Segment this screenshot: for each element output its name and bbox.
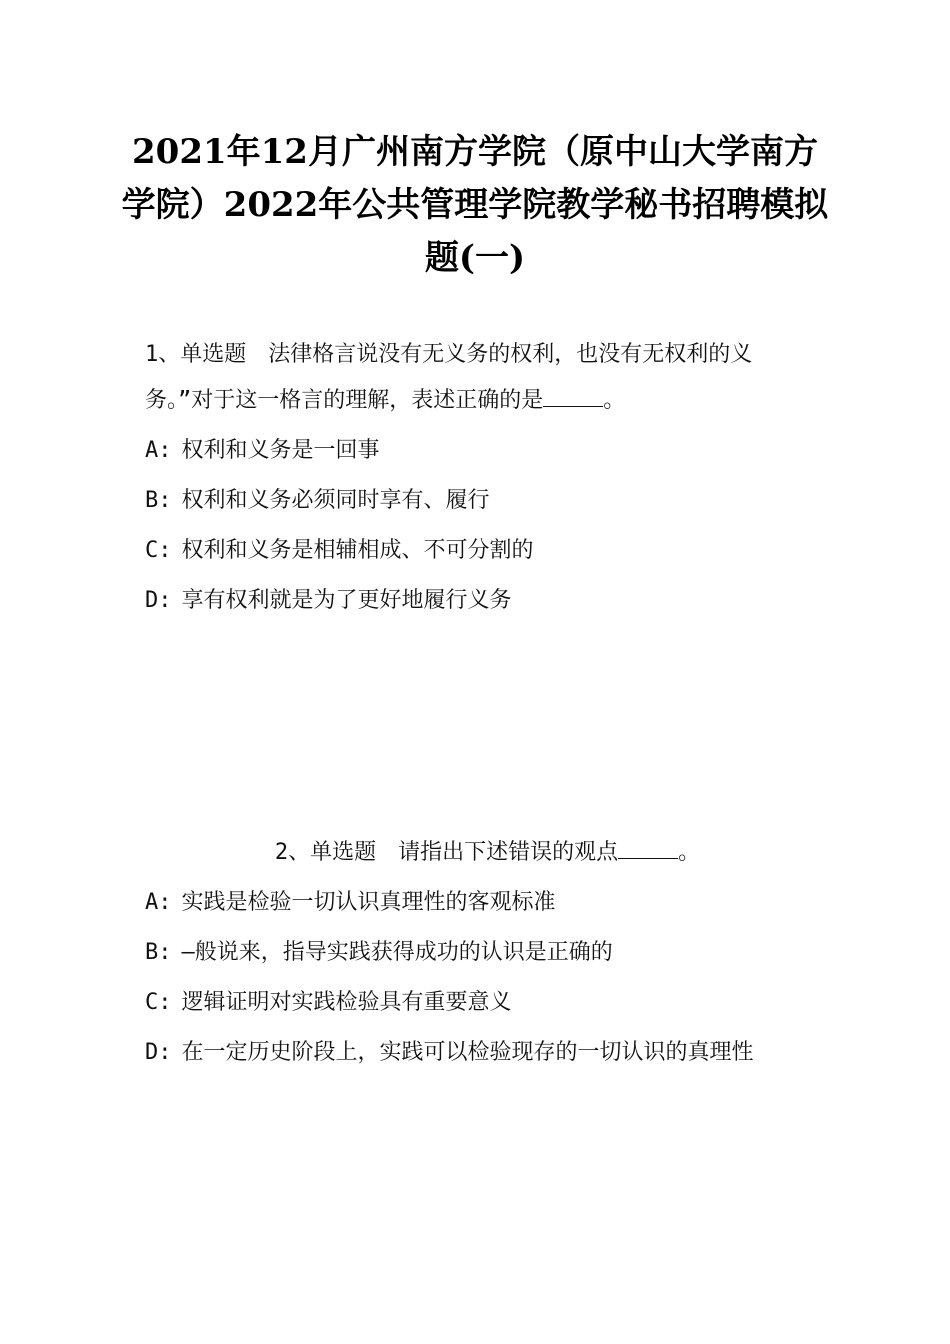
option-label: D:: [145, 1040, 172, 1065]
question-type: 单选题: [310, 840, 377, 865]
option-label: B:: [145, 940, 172, 965]
option-text: —般说来，指导实践获得成功的认识是正确的: [181, 940, 613, 965]
question-number: 2、: [274, 840, 311, 865]
option-label: A:: [145, 890, 172, 915]
document-title: 2021年12月广州南方学院（原中山大学南方学院）2022年公共管理学院教学秘书招聘模拟题(一): [121, 132, 829, 278]
question-end-mark: 。: [678, 840, 701, 865]
option-label: B:: [145, 488, 172, 513]
option-text: 享有权利就是为了更好地履行义务: [181, 588, 512, 613]
option-label: C:: [145, 990, 172, 1015]
option-c: [145, 528, 810, 574]
answer-blank: [543, 388, 603, 407]
answer-blank: [618, 840, 678, 859]
option-b: [145, 930, 810, 976]
question-stem: [145, 332, 810, 424]
option-text: 在一定历史阶段上，实践可以检验现存的一切认识的真理性: [181, 1040, 754, 1065]
option-b: [145, 478, 810, 524]
option-a: [145, 428, 810, 474]
question-stem: [145, 830, 810, 876]
option-d: [145, 578, 810, 624]
question-1: [145, 332, 810, 624]
question-text: 法律格言说没有无义务的权利，也没有无权利的义务。”对于这一格言的理解，表述正确的是: [145, 342, 753, 413]
question-text: 请指出下述错误的观点: [398, 840, 619, 865]
option-label: C:: [145, 538, 172, 563]
option-text: 权利和义务必须同时享有、履行: [181, 488, 490, 513]
option-c: [145, 980, 810, 1026]
option-label: D:: [145, 588, 172, 613]
option-text: 逻辑证明对实践检验具有重要意义: [181, 990, 512, 1015]
option-label: A:: [145, 438, 172, 463]
question-number: 1、: [145, 342, 181, 367]
option-a: [145, 880, 810, 926]
question-type: 单选题: [180, 342, 247, 367]
option-text: 权利和义务是一回事: [181, 438, 380, 463]
option-text: 权利和义务是相辅相成、不可分割的: [181, 538, 534, 563]
option-text: 实践是检验一切认识真理性的客观标准: [181, 890, 556, 915]
question-2: [145, 830, 810, 1076]
question-end-mark: 。: [603, 388, 626, 413]
option-d: [145, 1030, 810, 1076]
